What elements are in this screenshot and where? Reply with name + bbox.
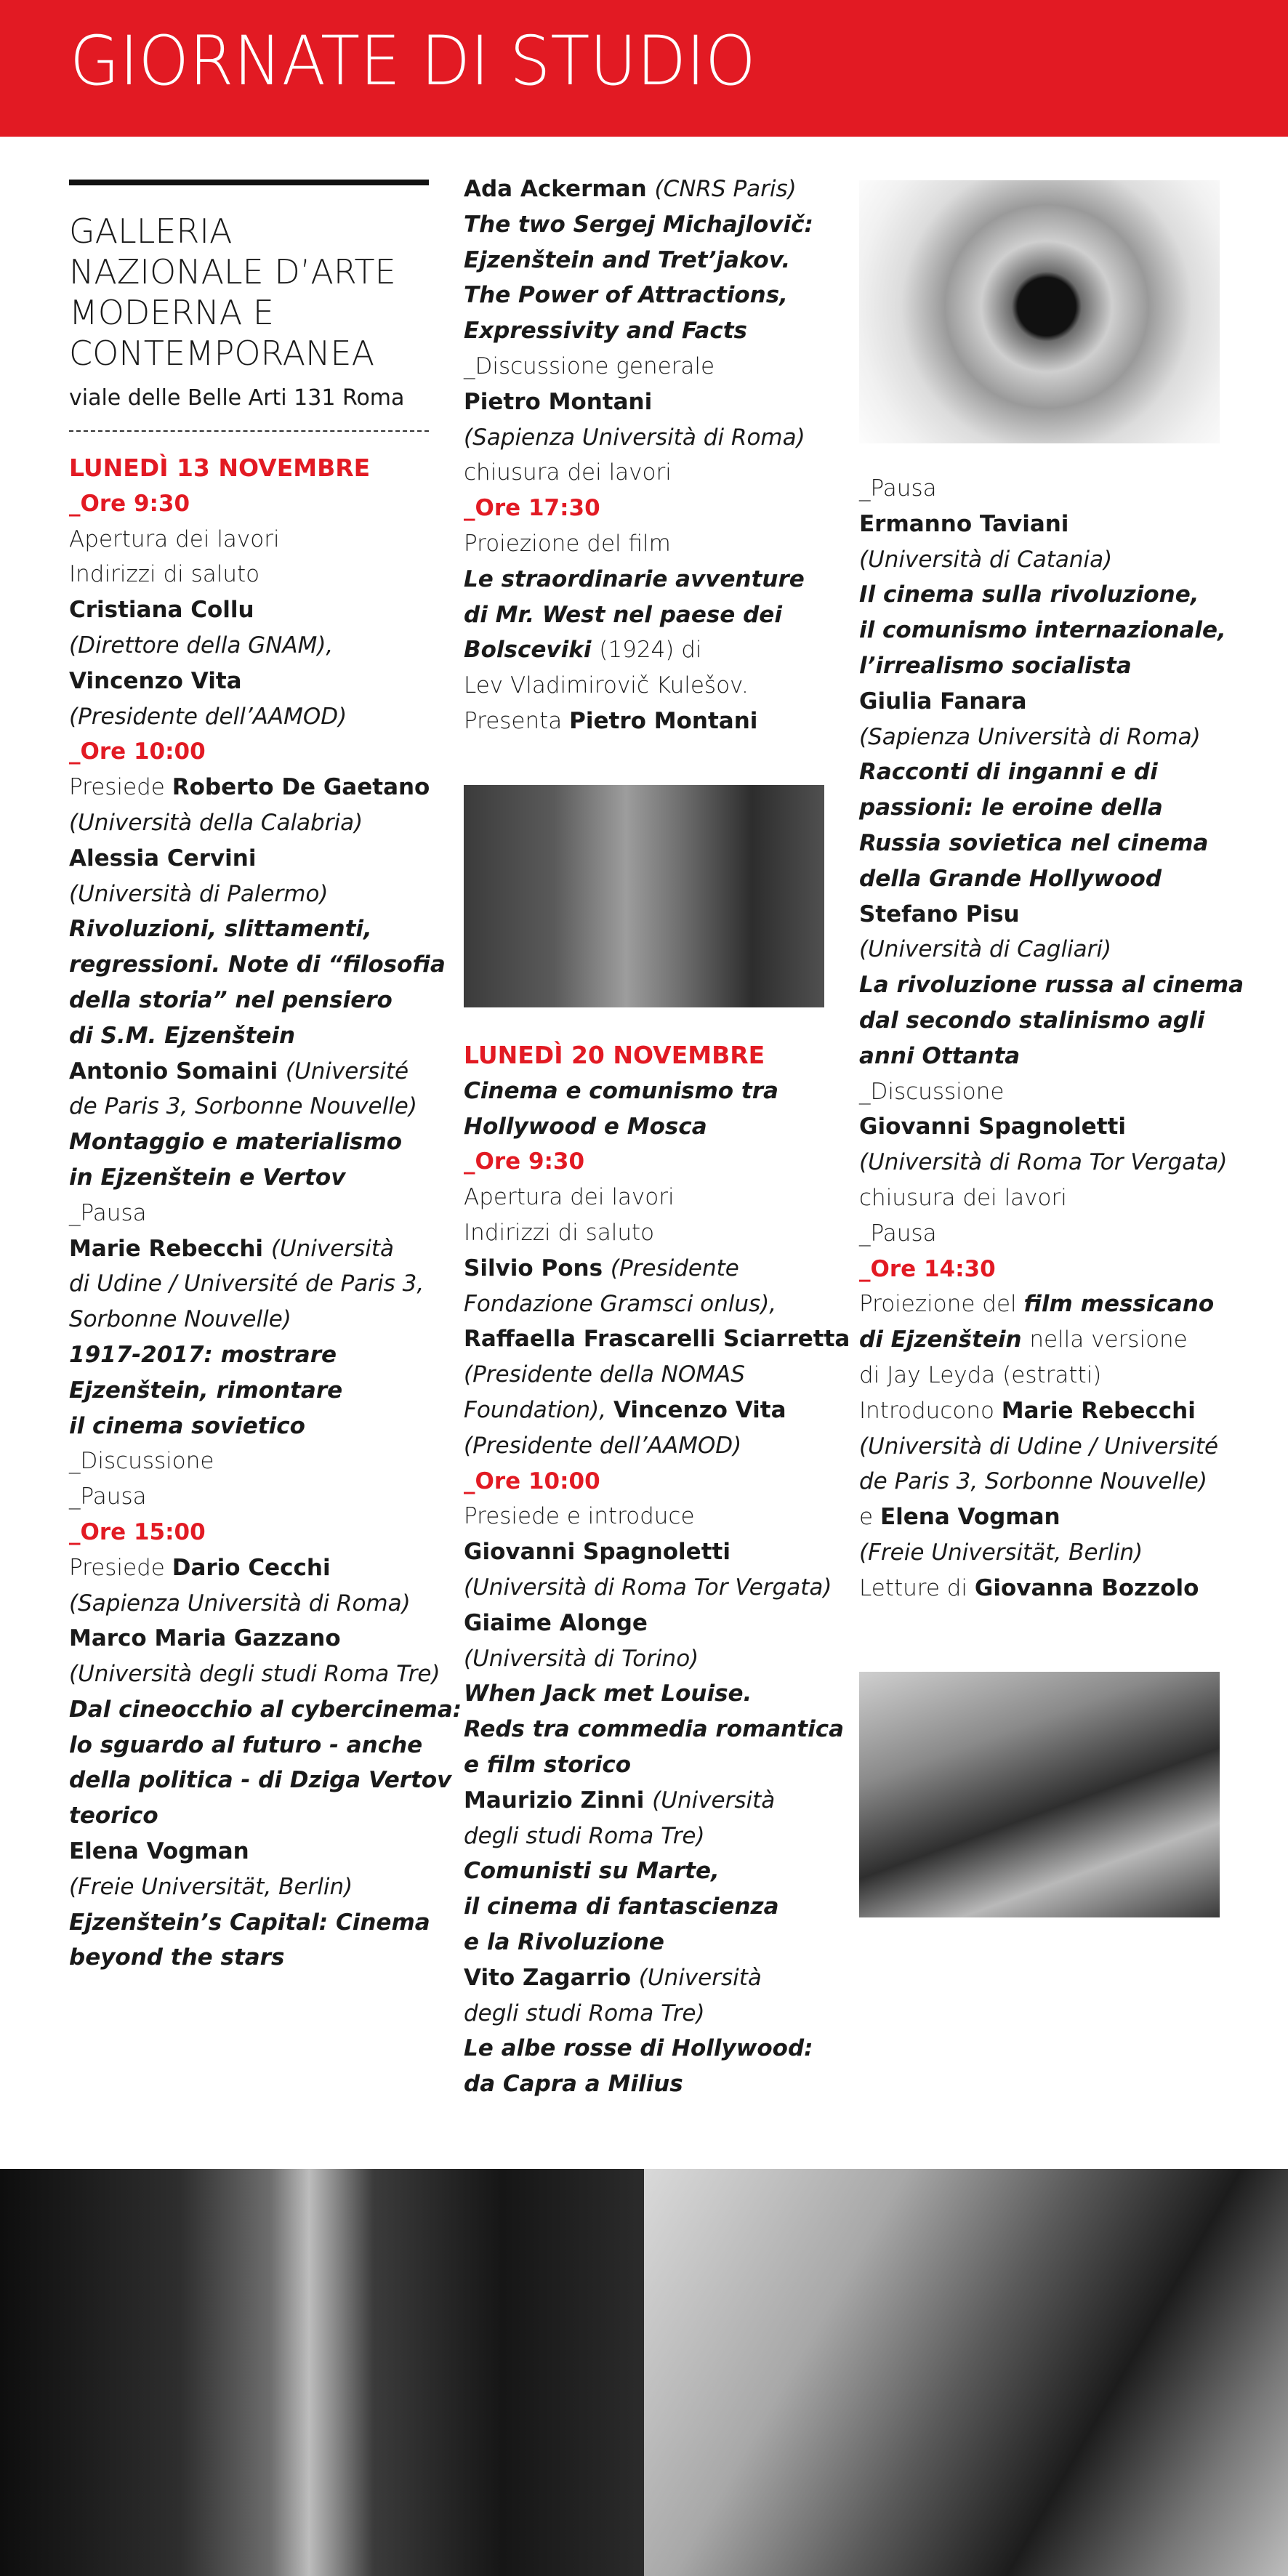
program-line: _Ore 10:00 <box>69 738 206 765</box>
film-still-couple <box>464 785 824 1007</box>
program-line: Ejzenštein’s Capital: Cinema <box>69 1909 430 1936</box>
program-text-segment: di Ejzenštein <box>859 1327 1030 1353</box>
program-line <box>69 1054 432 1090</box>
program-line: _Discussione <box>69 1448 214 1475</box>
program-line: Fondazione Gramsci onlus), <box>464 1290 777 1317</box>
program-line: della Grande Hollywood <box>859 865 1162 892</box>
page-header <box>0 0 1288 137</box>
program-text-segment: Ada Ackerman <box>464 176 655 202</box>
program-line: _Ore 14:30 <box>859 1255 996 1282</box>
program-line <box>464 1960 831 1996</box>
program-line: Hollywood e Mosca <box>464 1113 707 1140</box>
program-line: Sorbonne Nouvelle) <box>69 1306 291 1333</box>
program-line: 1917-2017: mostrare <box>69 1341 337 1368</box>
program-text-segment: Presiede <box>69 774 172 801</box>
program-line: chiusura dei lavori <box>464 459 672 486</box>
program-text-segment: Marie Rebecchi <box>69 1235 271 1262</box>
program-line: _Ore 10:00 <box>464 1468 600 1494</box>
program-line <box>859 1393 1223 1429</box>
program-line: Elena Vogman <box>69 1838 249 1865</box>
program-line: (Presidente della NOMAS <box>464 1361 745 1388</box>
program-line: della storia” nel pensiero <box>69 986 393 1013</box>
program-text-segment: Presenta <box>464 707 570 734</box>
program-text-segment: (Università <box>638 1964 762 1991</box>
program-line: LUNEDÌ 20 NOVEMBRE <box>464 1041 765 1069</box>
program-line: Rivoluzioni, slittamenti, <box>69 916 372 943</box>
program-line: Giulia Fanara <box>859 688 1027 715</box>
program-line: di Mr. West nel paese dei <box>464 601 782 628</box>
program-line: Presiede e introduce <box>464 1503 695 1530</box>
program-line: Giovanni Spagnoletti <box>859 1114 1126 1140</box>
program-line <box>464 1783 831 1819</box>
program-line: de Paris 3, Sorbonne Nouvelle) <box>69 1093 417 1120</box>
program-line: _Pausa <box>859 475 937 502</box>
program-line: (Università di Roma Tor Vergata) <box>464 1574 832 1601</box>
program-text-segment: Letture di <box>859 1574 975 1601</box>
program-line: LUNEDÌ 13 NOVEMBRE <box>69 454 371 482</box>
program-line: da Capra a Milius <box>464 2071 683 2098</box>
program-line: Racconti di inganni e di <box>859 759 1158 786</box>
program-line: e la Rivoluzione <box>464 1928 664 1955</box>
program-line: di Udine / Université de Paris 3, <box>69 1271 424 1297</box>
program-line: (Università di Roma Tor Vergata) <box>859 1149 1228 1176</box>
program-line: When Jack met Louise. <box>464 1681 752 1707</box>
program-text-segment: Introducono <box>859 1397 1002 1424</box>
program-line: di S.M. Ejzenštein <box>69 1022 296 1049</box>
program-text-segment: (1924) di <box>599 637 702 664</box>
program-text-segment: Elena Vogman <box>880 1504 1060 1531</box>
program-line: (Presidente dell’AAMOD) <box>69 703 347 730</box>
program-line: (Università di Udine / Université <box>859 1433 1219 1460</box>
program-line: _Ore 9:30 <box>69 490 190 517</box>
venue-address: viale delle Belle Arti 131 Roma <box>69 385 405 411</box>
program-text-segment: Dario Cecchi <box>172 1554 331 1581</box>
program-line: The Power of Attractions, <box>464 282 788 309</box>
program-line: La rivoluzione russa al cinema <box>859 972 1244 999</box>
program-line: Giaime Alonge <box>464 1609 648 1636</box>
program-line: anni Ottanta <box>859 1042 1021 1069</box>
program-line: della politica - di Dziga Vertov <box>69 1767 452 1794</box>
program-line: (Sapienza Università di Roma) <box>464 424 805 451</box>
program-line: Alessia Cervini <box>69 845 257 872</box>
program-line: The two Sergej Michajlovič: <box>464 211 813 238</box>
program-text-segment: Silvio Pons <box>464 1255 611 1281</box>
program-day1-morning <box>69 451 462 1976</box>
program-text-segment: Pietro Montani <box>569 707 758 734</box>
program-line: (Università della Calabria) <box>69 809 363 836</box>
program-line: _Ore 17:30 <box>464 495 600 522</box>
program-line: il cinema di fantascienza <box>464 1893 779 1920</box>
program-line: Giovanni Spagnoletti <box>464 1539 730 1566</box>
program-line: beyond the stars <box>69 1944 285 1971</box>
divider-bar <box>69 180 429 185</box>
program-line: chiusura dei lavori <box>859 1184 1067 1211</box>
program-line <box>859 1322 1223 1358</box>
film-still-skull-mask <box>859 1672 1220 1917</box>
program-text-segment: e <box>859 1504 880 1531</box>
program-line: _Ore 9:30 <box>464 1148 585 1175</box>
program-line <box>859 1571 1223 1606</box>
program-text-segment: Roberto De Gaetano <box>172 774 430 801</box>
venue-name <box>69 211 447 374</box>
program-line: Apertura dei lavori <box>69 526 280 552</box>
program-text-segment: Maurizio Zinni <box>464 1787 653 1814</box>
program-line <box>464 1393 831 1428</box>
program-line: (Direttore della GNAM), <box>69 632 334 659</box>
program-line: (Freie Universität, Berlin) <box>69 1873 353 1900</box>
program-line <box>69 770 432 805</box>
program-line: Marco Maria Gazzano <box>69 1625 341 1652</box>
program-line: (Freie Universität, Berlin) <box>859 1539 1143 1566</box>
program-text-segment: (Università <box>652 1787 776 1814</box>
program-line: Lev Vladimirovič Kulešov. <box>464 672 749 699</box>
program-line: Le straordinarie avventure <box>464 565 805 592</box>
program-line: Indirizzi di saluto <box>69 561 260 588</box>
program-text-segment: (CNRS Paris) <box>654 176 797 202</box>
program-line: (Università di Palermo) <box>69 880 329 907</box>
program-day1-afternoon <box>464 172 831 739</box>
dashed-divider <box>69 430 429 432</box>
program-text-segment: (Presidente <box>610 1255 739 1281</box>
program-line: Cristiana Collu <box>69 597 254 624</box>
program-line <box>69 1550 432 1586</box>
program-line: Apertura dei lavori <box>464 1184 675 1211</box>
program-text-segment: Presiede <box>69 1554 172 1581</box>
program-line: Expressivity and Facts <box>464 318 748 345</box>
program-line: in Ejzenštein e Vertov <box>69 1164 346 1191</box>
program-line: (Presidente dell’AAMOD) <box>464 1432 742 1459</box>
program-line <box>464 704 831 739</box>
program-line <box>464 172 831 207</box>
program-line: _Pausa <box>69 1484 147 1510</box>
program-text-segment: Proiezione del <box>859 1291 1024 1318</box>
program-line: Indirizzi di saluto <box>464 1219 655 1246</box>
program-line: regressioni. Note di “filosofia <box>69 951 446 978</box>
program-line: Ejzenštein and Tret’jakov. <box>464 246 791 273</box>
program-line: Ejzenštein, rimontare <box>69 1377 343 1404</box>
program-line: Reds tra commedia romantica <box>464 1716 845 1743</box>
program-line: degli studi Roma Tre) <box>464 1822 705 1849</box>
program-line <box>464 632 831 668</box>
venue-line: GALLERIA <box>69 212 233 251</box>
program-text-segment: Vincenzo Vita <box>613 1396 786 1423</box>
program-line: (Università di Torino) <box>464 1645 699 1672</box>
film-still-lens-eye <box>859 180 1220 443</box>
program-line: (Università di Cagliari) <box>859 936 1112 963</box>
program-line: (Sapienza Università di Roma) <box>859 723 1201 750</box>
program-line: _Pausa <box>859 1220 937 1247</box>
program-line: Comunisti su Marte, <box>464 1858 720 1885</box>
program-line: l’irrealismo socialista <box>859 652 1132 679</box>
program-line: teorico <box>69 1803 158 1830</box>
program-line: (Università di Catania) <box>859 546 1113 573</box>
program-line <box>859 1500 1223 1535</box>
program-line: Raffaella Frascarelli Sciarretta <box>464 1326 850 1353</box>
program-line: Il cinema sulla rivoluzione, <box>859 581 1199 608</box>
program-text-segment: Marie Rebecchi <box>1001 1397 1196 1424</box>
program-day2-morning <box>464 1038 850 2102</box>
venue-line: CONTEMPORANEA <box>69 334 375 373</box>
program-line: Ermanno Taviani <box>859 510 1069 537</box>
program-line: Pietro Montani <box>464 388 653 415</box>
program-text-segment: Antonio Somaini <box>69 1058 286 1084</box>
venue-line: NAZIONALE D’ARTE <box>69 252 396 291</box>
program-line: degli studi Roma Tre) <box>464 2000 705 2026</box>
program-line: _Ore 15:00 <box>69 1518 206 1545</box>
program-text-segment: (Université <box>285 1058 409 1084</box>
program-line: Dal cineocchio al cybercinema: <box>69 1696 462 1723</box>
program-line <box>859 1287 1223 1322</box>
program-text-segment: Bolsceviki <box>464 637 600 664</box>
program-text-segment: (Università <box>270 1235 394 1262</box>
program-text-segment: Foundation), <box>464 1396 613 1423</box>
program-day2-afternoon <box>859 471 1244 1606</box>
program-line: Proiezione del film <box>464 530 671 557</box>
program-line: Cinema e comunismo tra <box>464 1077 778 1104</box>
film-still-camera <box>644 2169 1288 2576</box>
program-line <box>464 1251 831 1287</box>
program-line: _Pausa <box>69 1199 147 1226</box>
program-line: (Università degli studi Roma Tre) <box>69 1661 440 1688</box>
program-line: dal secondo stalinismo agli <box>859 1007 1205 1034</box>
program-line: Le albe rosse di Hollywood: <box>464 2035 813 2062</box>
program-line: Stefano Pisu <box>859 901 1020 927</box>
program-line <box>69 1231 432 1267</box>
program-text-segment: nella versione <box>1029 1327 1188 1353</box>
program-line: lo sguardo al futuro - anche <box>69 1731 423 1758</box>
program-line: Montaggio e materialismo <box>69 1129 403 1156</box>
program-text-segment: film messicano <box>1023 1291 1215 1318</box>
program-line: di Jay Leyda (estratti) <box>859 1361 1102 1388</box>
program-line: Vincenzo Vita <box>69 667 242 694</box>
program-line: passioni: le eroine della <box>859 794 1163 821</box>
program-line: _Discussione generale <box>464 353 715 379</box>
program-line: Russia sovietica nel cinema <box>859 829 1209 856</box>
program-line: e film storico <box>464 1751 632 1778</box>
program-line: (Sapienza Università di Roma) <box>69 1590 411 1617</box>
venue-line: MODERNA E <box>69 293 274 332</box>
program-line: il cinema sovietico <box>69 1412 305 1439</box>
program-line: de Paris 3, Sorbonne Nouvelle) <box>859 1468 1207 1495</box>
program-line: _Discussione <box>859 1078 1005 1105</box>
page-title: GIORNATE DI STUDIO <box>70 22 756 101</box>
program-line: il comunismo internazionale, <box>859 617 1226 644</box>
program-text-segment: Vito Zagarrio <box>464 1964 639 1991</box>
program-text-segment: Giovanna Bozzolo <box>974 1574 1199 1601</box>
film-still-faces-doors <box>0 2169 644 2576</box>
